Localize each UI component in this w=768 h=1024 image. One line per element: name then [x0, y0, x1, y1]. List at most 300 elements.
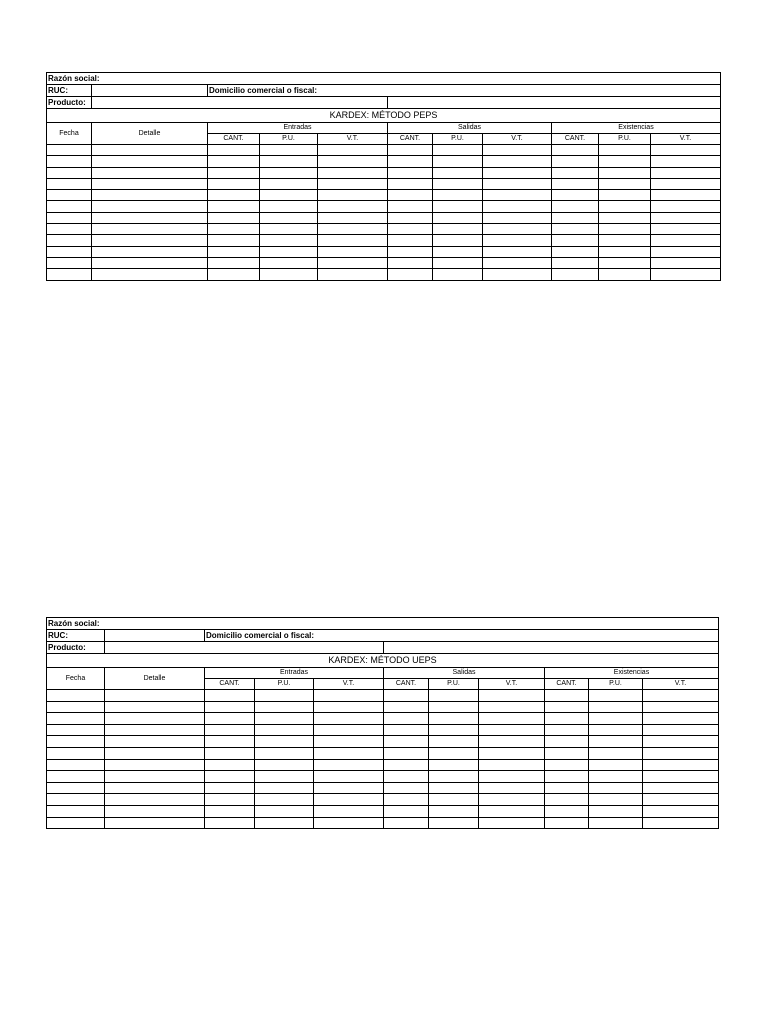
table-cell: [388, 246, 433, 257]
kardex-title: KARDEX: MÉTODO UEPS: [47, 654, 719, 668]
table-cell: [314, 701, 384, 713]
table-cell: [47, 805, 105, 817]
table-cell: [255, 805, 314, 817]
subcol-pu: P.U.: [260, 134, 318, 145]
table-cell: [545, 817, 589, 829]
table-cell: [599, 257, 651, 268]
table-cell: [260, 269, 318, 280]
table-cell: [552, 190, 599, 201]
kardex-ueps: [46, 617, 719, 829]
table-cell: [429, 724, 479, 736]
table-cell: [255, 736, 314, 748]
table-cell: [208, 156, 260, 167]
table-cell: [643, 771, 719, 783]
table-cell: [388, 224, 433, 235]
table-cell: [208, 257, 260, 268]
table-cell: [429, 817, 479, 829]
table-cell: [255, 747, 314, 759]
table-cell: [433, 178, 483, 189]
table-cell: [47, 201, 92, 212]
table-row: [47, 782, 719, 794]
table-cell: [208, 167, 260, 178]
table-cell: [599, 246, 651, 257]
table-row: [47, 794, 719, 806]
table-cell: [429, 747, 479, 759]
table-cell: [105, 690, 205, 702]
table-cell: [105, 759, 205, 771]
table-cell: [429, 771, 479, 783]
table-cell: [589, 736, 643, 748]
table-cell: [388, 235, 433, 246]
razon-social-label: Razón social:: [47, 618, 719, 630]
subcol-vt: V.T.: [479, 679, 545, 690]
table-cell: [208, 190, 260, 201]
table-cell: [483, 257, 552, 268]
table-cell: [208, 235, 260, 246]
table-cell: [384, 794, 429, 806]
table-cell: [433, 145, 483, 156]
table-cell: [205, 771, 255, 783]
header-table: [46, 617, 719, 654]
table-cell: [589, 805, 643, 817]
table-cell: [260, 257, 318, 268]
table-row: [47, 817, 719, 829]
table-cell: [92, 178, 208, 189]
table-cell: [47, 156, 92, 167]
table-cell: [314, 817, 384, 829]
table-cell: [318, 167, 388, 178]
table-cell: [205, 805, 255, 817]
table-cell: [643, 747, 719, 759]
table-cell: [483, 224, 552, 235]
table-cell: [205, 794, 255, 806]
table-cell: [651, 201, 721, 212]
table-cell: [205, 724, 255, 736]
producto-label: Producto:: [47, 97, 92, 109]
table-cell: [260, 235, 318, 246]
table-row: [47, 235, 721, 246]
table-cell: [429, 782, 479, 794]
table-cell: [651, 178, 721, 189]
table-cell: [47, 178, 92, 189]
subcol-pu: P.U.: [599, 134, 651, 145]
table-cell: [545, 747, 589, 759]
table-cell: [384, 736, 429, 748]
table-cell: [388, 145, 433, 156]
subcol-cant: CANT.: [388, 134, 433, 145]
table-cell: [552, 145, 599, 156]
table-cell: [429, 713, 479, 725]
table-row: [47, 269, 721, 280]
table-cell: [651, 269, 721, 280]
table-cell: [318, 190, 388, 201]
table-cell: [47, 759, 105, 771]
table-cell: [208, 201, 260, 212]
table-cell: [47, 736, 105, 748]
subcol-cant: CANT.: [205, 679, 255, 690]
table-cell: [589, 782, 643, 794]
table-cell: [92, 167, 208, 178]
table-cell: [643, 736, 719, 748]
table-cell: [260, 201, 318, 212]
table-cell: [255, 782, 314, 794]
table-cell: [433, 269, 483, 280]
table-cell: [105, 817, 205, 829]
table-cell: [643, 759, 719, 771]
table-cell: [255, 794, 314, 806]
table-cell: [552, 224, 599, 235]
table-cell: [589, 817, 643, 829]
table-cell: [92, 235, 208, 246]
table-cell: [384, 817, 429, 829]
table-cell: [92, 212, 208, 223]
table-cell: [545, 736, 589, 748]
table-cell: [599, 145, 651, 156]
table-cell: [599, 212, 651, 223]
table-cell: [260, 145, 318, 156]
table-cell: [105, 771, 205, 783]
table-cell: [314, 782, 384, 794]
table-cell: [255, 690, 314, 702]
group-existencias: Existencias: [552, 123, 721, 134]
table-cell: [105, 701, 205, 713]
kardex-peps: [46, 72, 721, 281]
table-cell: [314, 747, 384, 759]
table-cell: [479, 701, 545, 713]
table-cell: [433, 190, 483, 201]
table-cell: [483, 190, 552, 201]
table-cell: [545, 759, 589, 771]
table-cell: [92, 269, 208, 280]
table-cell: [260, 212, 318, 223]
table-cell: [384, 759, 429, 771]
table-cell: [479, 794, 545, 806]
table-cell: [47, 690, 105, 702]
table-cell: [314, 805, 384, 817]
table-cell: [545, 724, 589, 736]
table-cell: [479, 713, 545, 725]
table-cell: [318, 246, 388, 257]
table-row: [47, 167, 721, 178]
table-cell: [105, 794, 205, 806]
table-cell: [105, 747, 205, 759]
table-cell: [318, 269, 388, 280]
table-cell: [483, 145, 552, 156]
table-cell: [552, 156, 599, 167]
table-cell: [92, 257, 208, 268]
table-cell: [47, 817, 105, 829]
table-row: [47, 178, 721, 189]
table-cell: [643, 805, 719, 817]
table-cell: [483, 156, 552, 167]
table-cell: [92, 156, 208, 167]
table-cell: [260, 246, 318, 257]
table-cell: [599, 201, 651, 212]
table-cell: [388, 156, 433, 167]
table-cell: [483, 178, 552, 189]
table-cell: [433, 235, 483, 246]
table-cell: [47, 167, 92, 178]
table-cell: [205, 782, 255, 794]
table-row: [47, 713, 719, 725]
table-cell: [205, 759, 255, 771]
table-cell: [589, 724, 643, 736]
table-cell: [433, 201, 483, 212]
table-cell: [318, 257, 388, 268]
table-cell: [314, 724, 384, 736]
table-cell: [643, 724, 719, 736]
subcol-vt: V.T.: [318, 134, 388, 145]
table-cell: [552, 178, 599, 189]
domicilio-label: Domicilio comercial o fiscal:: [208, 85, 721, 97]
producto-extra-field: [388, 97, 721, 109]
table-row: [47, 145, 721, 156]
table-cell: [429, 690, 479, 702]
kardex-title: KARDEX: MÉTODO PEPS: [47, 109, 721, 123]
table-cell: [47, 771, 105, 783]
table-cell: [318, 212, 388, 223]
table-cell: [643, 794, 719, 806]
table-row: [47, 701, 719, 713]
subcol-pu: P.U.: [429, 679, 479, 690]
table-cell: [479, 805, 545, 817]
table-cell: [314, 736, 384, 748]
table-cell: [433, 167, 483, 178]
table-cell: [545, 701, 589, 713]
col-fecha: Fecha: [47, 668, 105, 690]
subcol-vt: V.T.: [651, 134, 721, 145]
table-cell: [47, 713, 105, 725]
table-cell: [105, 782, 205, 794]
table-cell: [552, 212, 599, 223]
group-salidas: Salidas: [388, 123, 552, 134]
table-cell: [599, 178, 651, 189]
ruc-label: RUC:: [47, 630, 105, 642]
header-table: [46, 72, 721, 109]
table-cell: [483, 212, 552, 223]
table-cell: [599, 224, 651, 235]
table-cell: [552, 235, 599, 246]
table-row: [47, 212, 721, 223]
table-cell: [208, 212, 260, 223]
producto-extra-field: [384, 642, 719, 654]
table-cell: [255, 771, 314, 783]
table-cell: [47, 212, 92, 223]
table-cell: [255, 724, 314, 736]
table-cell: [388, 190, 433, 201]
producto-label: Producto:: [47, 642, 105, 654]
table-cell: [47, 724, 105, 736]
table-cell: [255, 817, 314, 829]
table-cell: [651, 224, 721, 235]
table-cell: [433, 224, 483, 235]
table-cell: [384, 782, 429, 794]
table-cell: [545, 794, 589, 806]
table-cell: [255, 713, 314, 725]
table-cell: [384, 771, 429, 783]
ruc-label: RUC:: [47, 85, 92, 97]
subcol-vt: V.T.: [483, 134, 552, 145]
subcol-vt: V.T.: [643, 679, 719, 690]
table-cell: [314, 794, 384, 806]
table-cell: [552, 167, 599, 178]
table-cell: [545, 690, 589, 702]
kardex-grid: [46, 108, 721, 281]
table-cell: [47, 701, 105, 713]
table-cell: [105, 724, 205, 736]
table-cell: [433, 212, 483, 223]
table-cell: [47, 257, 92, 268]
table-cell: [208, 246, 260, 257]
table-cell: [589, 701, 643, 713]
table-cell: [384, 805, 429, 817]
table-cell: [479, 747, 545, 759]
table-cell: [651, 257, 721, 268]
table-cell: [384, 690, 429, 702]
subcol-pu: P.U.: [589, 679, 643, 690]
table-cell: [205, 690, 255, 702]
table-cell: [208, 224, 260, 235]
table-cell: [314, 759, 384, 771]
table-cell: [552, 257, 599, 268]
table-cell: [92, 246, 208, 257]
table-cell: [545, 805, 589, 817]
table-cell: [205, 817, 255, 829]
table-row: [47, 747, 719, 759]
table-row: [47, 190, 721, 201]
table-cell: [318, 156, 388, 167]
table-cell: [479, 817, 545, 829]
table-cell: [589, 794, 643, 806]
table-cell: [92, 145, 208, 156]
table-cell: [651, 235, 721, 246]
table-cell: [643, 701, 719, 713]
table-cell: [552, 201, 599, 212]
table-cell: [47, 145, 92, 156]
table-cell: [314, 713, 384, 725]
table-row: [47, 690, 719, 702]
producto-field: [105, 642, 384, 654]
table-cell: [318, 178, 388, 189]
table-cell: [255, 759, 314, 771]
table-cell: [260, 178, 318, 189]
col-detalle: Detalle: [105, 668, 205, 690]
table-cell: [429, 805, 479, 817]
table-cell: [651, 156, 721, 167]
table-cell: [255, 701, 314, 713]
table-cell: [429, 736, 479, 748]
table-row: [47, 156, 721, 167]
producto-field: [92, 97, 388, 109]
table-cell: [599, 190, 651, 201]
table-cell: [388, 167, 433, 178]
table-cell: [208, 145, 260, 156]
table-cell: [260, 190, 318, 201]
table-cell: [545, 782, 589, 794]
subcol-pu: P.U.: [255, 679, 314, 690]
table-cell: [388, 269, 433, 280]
table-cell: [599, 269, 651, 280]
table-cell: [388, 201, 433, 212]
table-cell: [643, 690, 719, 702]
table-cell: [92, 201, 208, 212]
subcol-cant: CANT.: [384, 679, 429, 690]
table-row: [47, 805, 719, 817]
table-cell: [651, 246, 721, 257]
table-cell: [47, 190, 92, 201]
table-cell: [552, 269, 599, 280]
table-cell: [589, 713, 643, 725]
table-cell: [643, 713, 719, 725]
table-cell: [388, 178, 433, 189]
table-cell: [314, 771, 384, 783]
table-cell: [589, 690, 643, 702]
table-cell: [314, 690, 384, 702]
table-cell: [205, 747, 255, 759]
table-cell: [599, 167, 651, 178]
table-cell: [433, 257, 483, 268]
table-cell: [589, 759, 643, 771]
group-entradas: Entradas: [208, 123, 388, 134]
table-cell: [651, 212, 721, 223]
table-cell: [208, 178, 260, 189]
table-cell: [479, 690, 545, 702]
table-cell: [260, 167, 318, 178]
razon-social-label: Razón social:: [47, 73, 721, 85]
table-row: [47, 724, 719, 736]
table-row: [47, 246, 721, 257]
col-fecha: Fecha: [47, 123, 92, 145]
table-cell: [545, 771, 589, 783]
group-existencias: Existencias: [545, 668, 719, 679]
table-cell: [318, 145, 388, 156]
table-cell: [260, 156, 318, 167]
table-row: [47, 736, 719, 748]
table-cell: [483, 246, 552, 257]
table-cell: [429, 794, 479, 806]
table-cell: [384, 747, 429, 759]
ruc-field: [105, 630, 205, 642]
table-cell: [47, 235, 92, 246]
table-cell: [483, 201, 552, 212]
table-cell: [643, 817, 719, 829]
subcol-vt: V.T.: [314, 679, 384, 690]
table-cell: [318, 235, 388, 246]
table-cell: [479, 736, 545, 748]
table-cell: [105, 805, 205, 817]
table-row: [47, 257, 721, 268]
table-cell: [545, 713, 589, 725]
table-cell: [433, 156, 483, 167]
table-cell: [105, 736, 205, 748]
table-cell: [599, 156, 651, 167]
col-detalle: Detalle: [92, 123, 208, 145]
subcol-cant: CANT.: [552, 134, 599, 145]
table-cell: [92, 224, 208, 235]
table-cell: [429, 759, 479, 771]
table-cell: [643, 782, 719, 794]
table-cell: [208, 269, 260, 280]
table-cell: [318, 201, 388, 212]
table-cell: [47, 246, 92, 257]
table-cell: [205, 736, 255, 748]
table-row: [47, 771, 719, 783]
table-cell: [388, 257, 433, 268]
table-cell: [651, 167, 721, 178]
table-cell: [47, 794, 105, 806]
table-cell: [260, 224, 318, 235]
kardex-grid: [46, 653, 719, 829]
